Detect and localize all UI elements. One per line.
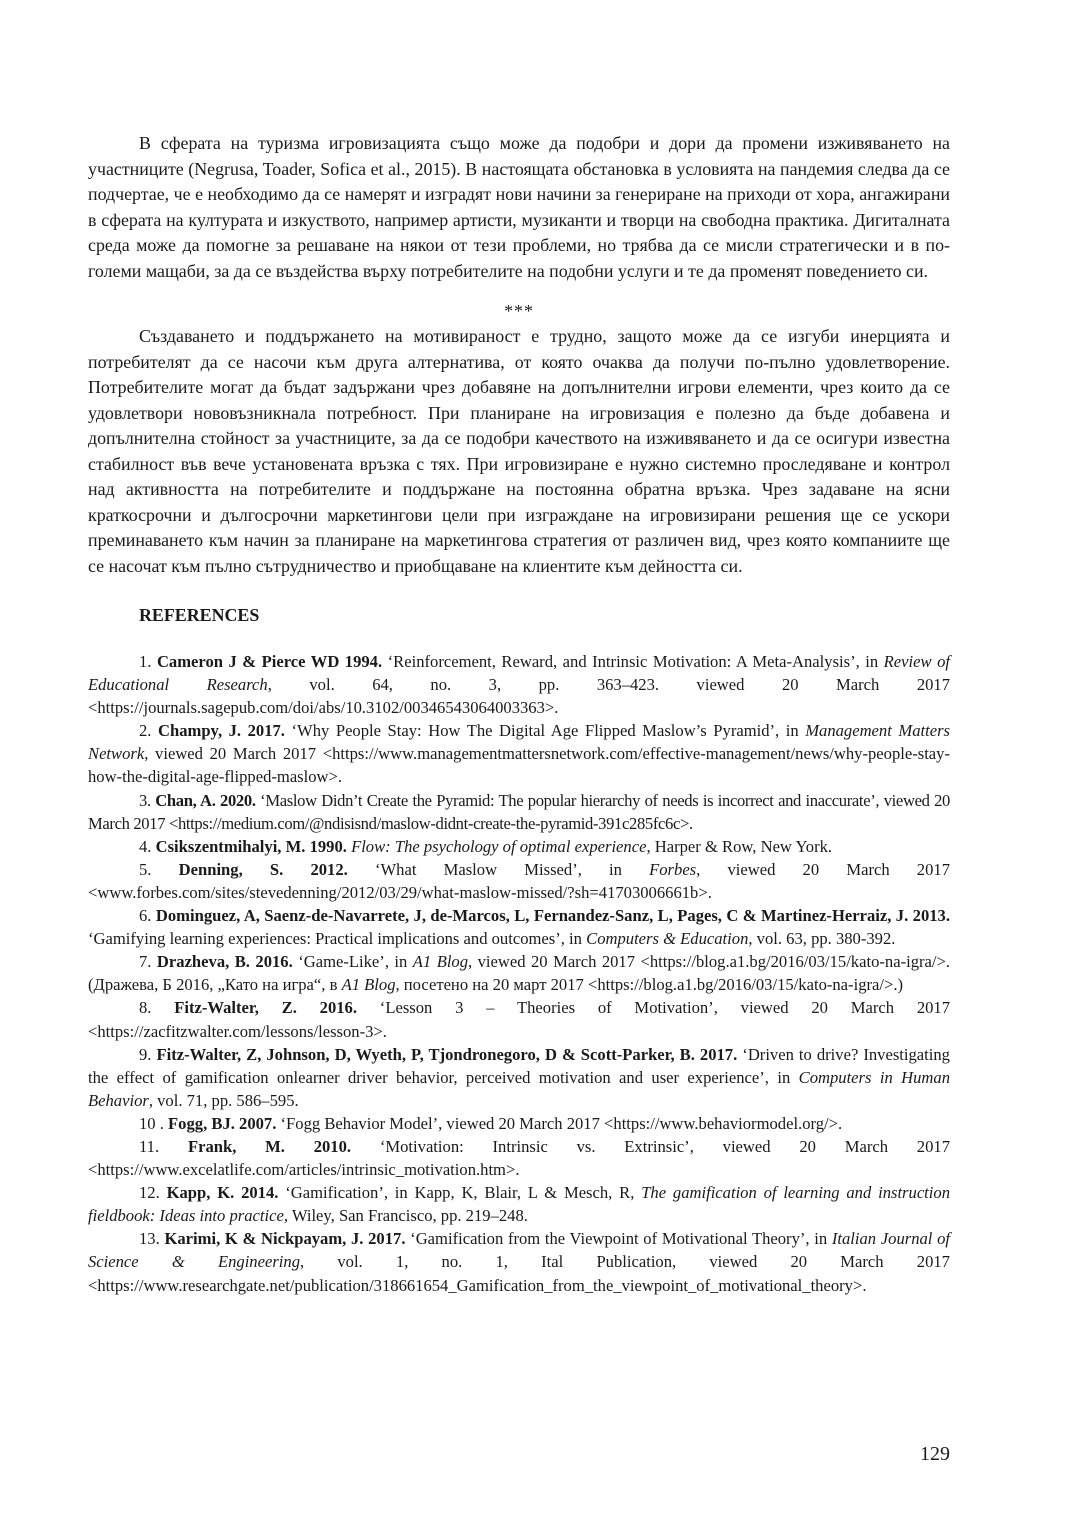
reference-source: Italian Journal of Science & Engineering (88, 1229, 951, 1272)
reference-item (88, 858, 950, 904)
reference-author: Drazheva, B. 2016. (156, 952, 293, 972)
body-paragraph-2: Създаването и поддържането на мотивираност е трудно, защото може да се изгуби инерцията и потребителят да се насочи към друга алтернатива, от която очаква да получи по-пълно удовлетворение. Потребителите могат да бъдат задържани чрез добавяне на допълнителни игрови елементи, чрез които да се удовлетвори нововъзникнала потребност. При планиране на игровизация е полезно да бъде добавена и допълнителна стойност за участниците, за да се подобри качеството на изживяването и да се осигури известна стабилност във вече установената връзка с тях. При игровизиране е нужно системно проследяване и контрол над активността на потребителите и поддържане на постоянна обратна връзка. Чрез задаване на ясни краткосрочни и дългосрочни маркетингови цели при изграждане на игровизирани решения ще се ускори преминаването към начин за планиране на маркетингова стратегия от различен вид, чрез която компаниите ще се насочат към пълно сътрудничество и приобщаване на клиентите към дейността си. (88, 326, 950, 576)
reference-text: , viewed 20 March 2017 <https://blog.a1.bg/2016/03/15/kato-na-igra/>. (Дражева, Б 2016, „Като на игра“, в (88, 952, 951, 995)
reference-text: ‘Fogg Behavior Model’, viewed 20 March 2017 <https://www.behaviormodel.org/>. (276, 1113, 843, 1133)
reference-text: , Wiley, San Francisco, pp. 219–248. (283, 1206, 528, 1226)
reference-number: 4. (139, 836, 152, 856)
reference-number: 2. (139, 721, 152, 741)
reference-text: , viewed 20 March 2017 <https://www.managementmattersnetwork.com/effective-management/news/why-people-stay-how-the-digital-age-flipped-maslow>. (88, 744, 950, 787)
reference-text: , vol. 71, pp. 586–595. (148, 1090, 299, 1110)
reference-text: ‘Maslow Didn’t Create the Pyramid: The popular hierarchy of needs is incorrect and inaccurate’, viewed 20 March 2017 <https://medium.com/@ndisisnd/maslow-didnt-create-the-pyramid-391c285fc6c>. (88, 790, 950, 833)
reference-number: 10 . (139, 1113, 164, 1133)
reference-text: ‘Gamification’, in Kapp, K, Blair, L & Mesch, R, (278, 1183, 642, 1203)
reference-author: Denning, S. 2012. (178, 859, 348, 879)
reference-source: Computers & Education (586, 929, 749, 949)
reference-text: , vol. 63, pp. 380-392. (748, 929, 896, 949)
reference-number: 6. (139, 906, 152, 926)
page-number: 129 (920, 1443, 950, 1465)
reference-item (88, 1135, 950, 1181)
reference-author: Frank, M. 2010. (187, 1136, 352, 1156)
reference-text: ‘Game-Like’, in (292, 952, 413, 972)
reference-item (88, 650, 950, 719)
reference-item (88, 1181, 950, 1227)
reference-item (88, 1227, 950, 1296)
reference-item (88, 1043, 950, 1112)
reference-author: Cameron J & Pierce WD 1994. (156, 652, 383, 671)
reference-text: , viewed 20 March 2017 <www.forbes.com/sites/stevedenning/2012/03/29/what-maslow-missed/?sh=41703006661b>. (88, 859, 950, 902)
reference-text: ‘What Maslow Missed’, in (347, 859, 650, 879)
reference-text: ‘Gamification from the Viewpoint of Motivational Theory’, in (405, 1229, 832, 1249)
reference-author: Fitz-Walter, Z, Johnson, D, Wyeth, P, Tjondronegoro, D & Scott-Parker, B. 2017. (156, 1044, 738, 1064)
reference-source: A1 Blog (412, 952, 469, 972)
reference-source: Flow: The psychology of optimal experience (351, 836, 647, 856)
reference-number: 5. (139, 859, 152, 879)
reference-item (88, 950, 950, 996)
reference-number: 9. (139, 1044, 152, 1064)
reference-source: Review of Educational Research (88, 652, 950, 695)
reference-author: Kapp, K. 2014. (166, 1183, 279, 1203)
reference-number: 7. (139, 952, 152, 972)
reference-text: , vol. 1, no. 1, Ital Publication, viewed 20 March 2017 <https://www.researchgate.net/publication/318661654_Gamification_from_the_viewpoint_of_motivational_theory>. (88, 1252, 950, 1295)
references-heading: REFERENCES (139, 605, 260, 625)
reference-text: ‘Why People Stay: How The Digital Age Flipped Maslow’s Pyramid’, in (284, 721, 806, 741)
reference-source: The gamification of learning and instruction fieldbook: Ideas into practice (88, 1183, 950, 1226)
reference-text: , Harper & Row, New York. (646, 836, 833, 856)
reference-text: ‘Lesson 3 – Theories of Motivation’, viewed 20 March 2017 <https://zacfitzwalter.com/lessons/lesson-3>. (88, 998, 951, 1041)
reference-text: ‘Driven to drive? Investigating the effect of gamification onlearner driver behavior, perceived motivation and user experience’, in (88, 1044, 950, 1087)
reference-item (88, 719, 950, 788)
reference-author: Chan, A. 2020. (155, 790, 256, 810)
reference-text: ‘Reinforcement, Reward, and Intrinsic Motivation: A Meta-Analysis’, in (382, 652, 884, 671)
page-content (88, 131, 950, 1297)
reference-author: Fogg, BJ. 2007. (168, 1113, 277, 1133)
reference-item (88, 835, 950, 858)
reference-number: 1. (139, 652, 152, 671)
reference-number: 3. (139, 790, 151, 810)
body-paragraph-1: В сферата на туризма игровизацията също може да подобри и дори да промени изживяването на участниците (Negrusa, Toader, Sofica et al., 2015). В настоящата обстановка в условията на пандемия следва да се подчертае, че е необходимо да се намерят и изградят нови начини за генериране на приходи от хора, ангажирани в сферата на културата и изкуството, например артисти, музиканти и творци на свободна практика. Дигиталната среда може да помогне за решаване на някои от тези проблеми, но трябва да се мисли стратегически и в по-големи мащаби, за да се въздейства върху потребителите на подобни услуги и те да променят поведението си. (88, 133, 950, 281)
reference-author: Csikszentmihalyi, M. 1990. (155, 836, 347, 856)
reference-item (88, 904, 950, 950)
reference-text: , vol. 64, no. 3, pp. 363–423. viewed 20 March 2017 <https://journals.sagepub.com/doi/abs/10.3102/00346543064003363>. (88, 675, 951, 718)
reference-number: 11. (139, 1136, 160, 1156)
section-separator: *** (504, 301, 534, 321)
reference-text: , посетено на 20 март 2017 <https://blog.a1.bg/2016/03/15/kato-na-igra/>.) (395, 975, 904, 995)
reference-item (88, 1112, 950, 1135)
reference-number: 13. (139, 1229, 160, 1249)
reference-text: ‘Gamifying learning experiences: Practical implications and outcomes’, in (88, 929, 587, 949)
reference-author: Karimi, K & Nickpayam, J. 2017. (164, 1229, 406, 1249)
reference-item (88, 789, 950, 835)
reference-author: Fitz-Walter, Z. 2016. (174, 998, 358, 1018)
reference-item (88, 996, 950, 1042)
reference-author: Dominguez, A, Saenz-de-Navarrete, J, de-Marcos, L, Fernandez-Sanz, L, Pages, C & Martinez-Herraiz, J. 2013. (155, 906, 950, 926)
reference-list (88, 650, 950, 1297)
reference-author: Champy, J. 2017. (158, 721, 285, 741)
reference-source: Management Matters Network (88, 721, 950, 764)
reference-source: Computers in Human Behavior (88, 1067, 950, 1110)
reference-source: A1 Blog (341, 975, 396, 995)
reference-number: 8. (139, 998, 152, 1018)
reference-source: Forbes (649, 859, 697, 879)
reference-text: ‘Motivation: Intrinsic vs. Extrinsic’, viewed 20 March 2017 <https://www.excelatlife.com/articles/intrinsic_motivation.htm>. (88, 1136, 950, 1180)
reference-number: 12. (139, 1183, 160, 1203)
